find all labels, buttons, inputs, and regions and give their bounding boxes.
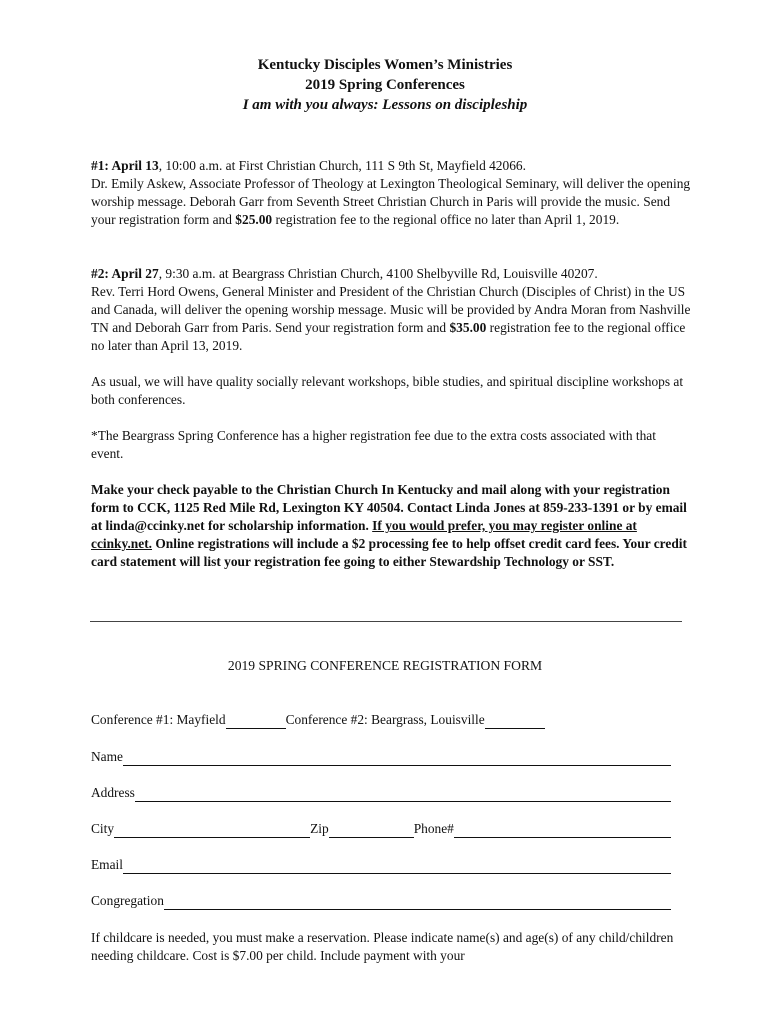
city-label: City: [91, 821, 115, 836]
congregation-field[interactable]: [164, 895, 671, 910]
city-field[interactable]: [114, 823, 310, 838]
fee-note-text: *The Beargrass Spring Conference has a higher registration fee due to the extra costs associated with that event.: [91, 428, 656, 461]
conference-1-choice-label: Conference #1: Mayfield: [91, 712, 226, 727]
address-row: [91, 784, 671, 802]
conference-2-deadline: registration fee to the regional office no later than April 13, 2019.: [91, 320, 686, 353]
document-header: [0, 55, 770, 115]
conference-1-fee: $25.00: [235, 212, 273, 227]
conference-title: 2019 Spring Conferences: [305, 77, 465, 93]
zip-label: Zip: [310, 821, 329, 836]
fee-note-paragraph: [91, 427, 691, 463]
conference-2-choice-field[interactable]: [485, 714, 545, 729]
conference-2-details: Rev. Terri Hord Owens, General Minister and President of the Christian Church (Disciples of Christ) in the US and Canada, will deliver the opening worship message. Music will be provided by Andra Moran from Nashville TN and Deborah Garr from Paris. Send your registration form and: [91, 284, 691, 335]
zip-field[interactable]: [329, 823, 414, 838]
online-registration-link[interactable]: If you would prefer, you may register online at ccinky.net.: [91, 518, 637, 551]
workshops-paragraph: [91, 373, 691, 409]
conference-1-location: , 10:00 a.m. at First Christian Church, 111 S 9th St, Mayfield 42066.: [158, 158, 526, 173]
conference-1-choice-field[interactable]: [226, 714, 286, 729]
org-title: Kentucky Disciples Women’s Ministries: [257, 57, 513, 73]
workshops-text: As usual, we will have quality socially relevant workshops, bible studies, and spiritual discipline workshops at both conferences.: [91, 374, 684, 407]
email-label: Email: [91, 857, 123, 872]
online-fee-note: Online registrations will include a $2 processing fee to help offset credit card fees. Your credit card statement will list your registration fee going to either Stewardship Technology or SST.: [91, 536, 687, 569]
childcare-text: If childcare is needed, you must make a reservation. Please indicate name(s) and age(s) of any child/children needing childcare. Cost is $7.00 per child. Include payment with your: [91, 930, 674, 963]
phone-field[interactable]: [454, 823, 671, 838]
conference-choice-row: [91, 711, 671, 729]
email-row: [91, 856, 671, 874]
section-divider: [90, 621, 682, 622]
conference-2-choice-label: Conference #2: Beargrass, Louisville: [285, 712, 485, 727]
city-zip-phone-row: [91, 820, 671, 838]
conference-1-deadline: registration fee to the regional office no later than April 1, 2019.: [272, 212, 620, 227]
name-label: Name: [91, 749, 123, 764]
name-field[interactable]: [123, 751, 671, 766]
name-row: [91, 748, 671, 766]
conference-theme: I am with you always: Lessons on discipleship: [242, 97, 528, 113]
conference-2-location: , 9:30 a.m. at Beargrass Christian Church, 4100 Shelbyville Rd, Louisville 40207.: [158, 266, 598, 281]
childcare-paragraph: [91, 929, 691, 965]
conference-2-date: #2: April 27: [91, 266, 159, 281]
address-label: Address: [91, 785, 135, 800]
registration-form-title: 2019 SPRING CONFERENCE REGISTRATION FORM: [227, 658, 543, 673]
payment-instructions: Make your check payable to the Christian Church In Kentucky and mail along with your registration form to CCK, 1125 Red Mile Rd, Lexington KY 40504. Contact Linda Jones at 859-233-1391 or by email at linda@ccinky.net for scholarship information.: [91, 482, 687, 533]
conference-2-fee: $35.00: [449, 320, 487, 335]
conference-1-paragraph: [91, 157, 691, 229]
conference-2-paragraph: [91, 265, 691, 355]
phone-label: Phone#: [413, 821, 454, 836]
congregation-label: Congregation: [91, 893, 164, 908]
conference-1-date: #1: April 13: [91, 158, 159, 173]
congregation-row: [91, 892, 671, 910]
payment-paragraph: [91, 481, 691, 571]
email-field[interactable]: [123, 859, 671, 874]
address-field[interactable]: [135, 787, 671, 802]
conference-1-details: Dr. Emily Askew, Associate Professor of Theology at Lexington Theological Seminary, will deliver the opening worship message. Deborah Garr from Seventh Street Christian Church in Paris will provide the music. Send your registration form and: [91, 176, 691, 227]
